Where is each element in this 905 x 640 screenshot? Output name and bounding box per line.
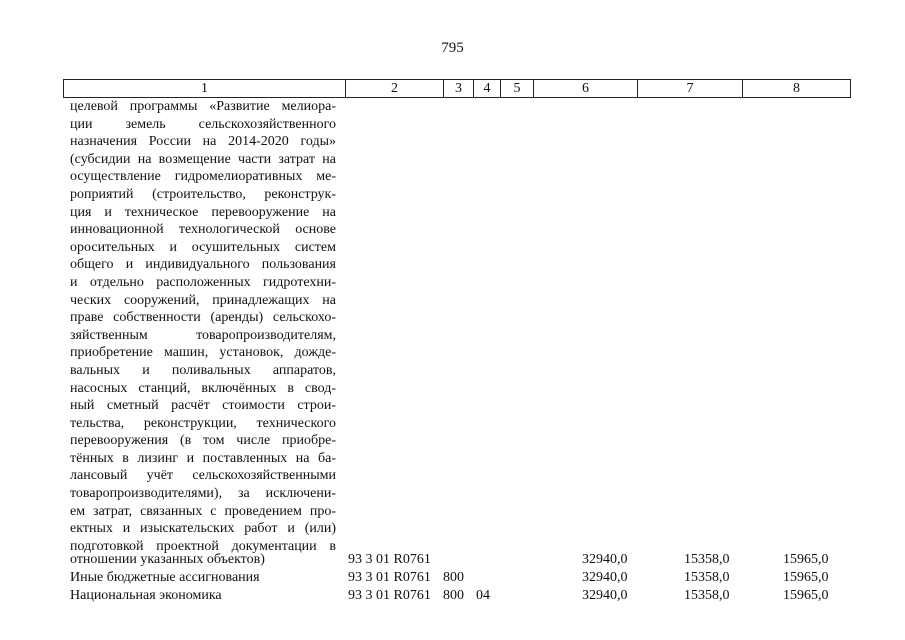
target-article-code: 93 3 01 R0761 (348, 588, 431, 603)
description-line: праве собственности (аренды) сельскохо- (70, 310, 336, 326)
subsection-code: 04 (476, 588, 490, 603)
target-article-code: 93 3 01 R0761 (348, 552, 431, 567)
column-header-table (63, 79, 851, 98)
description-line: инновационной технологической основе (70, 222, 336, 238)
description-line: оросительных и осушительных систем (70, 239, 336, 255)
description-line: ектных и изыскательских работ и (или) (70, 521, 336, 537)
amount-col-7: 15358,0 (684, 588, 730, 603)
expense-type-code: 800 (443, 588, 464, 603)
table-row (0, 587, 905, 605)
description-line: лансовый учёт сельскохозяйственными (70, 468, 336, 484)
column-header-7: 7 (638, 80, 743, 98)
expense-type-code: 800 (443, 570, 464, 585)
description-line: насосных станций, включённых в свод- (70, 380, 336, 396)
description-line: вальных и поливальных аппаратов, (70, 362, 336, 378)
column-header-8: 8 (743, 80, 851, 98)
amount-col-6: 32940,0 (582, 588, 628, 603)
description-line: назначения России на 2014-2020 годы» (70, 134, 336, 150)
description-line: ция и техническое перевооружение на (70, 204, 336, 220)
amount-col-8: 15965,0 (783, 570, 829, 585)
description-line: ции земель сельскохозяйственного (70, 116, 336, 132)
description-line: роприятий (строительство, реконструк- (70, 186, 336, 202)
row-name: Иные бюджетные ассигнования (70, 570, 260, 585)
amount-col-6: 32940,0 (582, 552, 628, 567)
description-line: осуществление гидромелиоративных ме- (70, 169, 336, 185)
amount-col-6: 32940,0 (582, 570, 628, 585)
table-row (0, 551, 905, 569)
description-line: ческих сооружений, принадлежащих на (70, 292, 336, 308)
description-line: подготовкой проектной документации в (70, 538, 336, 554)
description-line: товаропроизводителями), за исключени- (70, 486, 336, 502)
description-line: тённых в лизинг и поставленных на ба- (70, 450, 336, 466)
amount-col-8: 15965,0 (783, 552, 829, 567)
description-line: целевой программы «Развитие мелиора- (70, 99, 336, 114)
description-line: общего и индивидуального пользования (70, 257, 336, 273)
amount-col-7: 15358,0 (684, 552, 730, 567)
amount-col-7: 15358,0 (684, 570, 730, 585)
column-header-4: 4 (474, 80, 501, 98)
description-line: перевооружения (в том числе приобре- (70, 433, 336, 449)
column-header-1: 1 (64, 80, 346, 98)
target-article-code: 93 3 01 R0761 (348, 570, 431, 585)
page-number: 795 (441, 40, 464, 56)
description-line: (субсидии на возмещение части затрат на (70, 151, 336, 167)
column-header-3: 3 (444, 80, 474, 98)
description-line: тельства, реконструкции, технического (70, 415, 336, 431)
description-line: и отдельно расположенных гидротехни- (70, 274, 336, 290)
description-line: ный сметный расчёт стоимости строи- (70, 398, 336, 414)
table-row (0, 569, 905, 587)
description-line: зяйственным товаропроизводителям, (70, 327, 336, 343)
amount-col-8: 15965,0 (783, 588, 829, 603)
program-description (70, 98, 336, 555)
column-header-2: 2 (346, 80, 444, 98)
row-name: отношении указанных объектов) (70, 552, 265, 567)
row-name: Национальная экономика (70, 588, 222, 603)
column-header-5: 5 (501, 80, 534, 98)
description-line: приобретение машин, установок, дожде- (70, 345, 336, 361)
description-line: ем затрат, связанных с проведением про- (70, 503, 336, 519)
column-header-6: 6 (534, 80, 638, 98)
column-header-row (64, 80, 851, 98)
